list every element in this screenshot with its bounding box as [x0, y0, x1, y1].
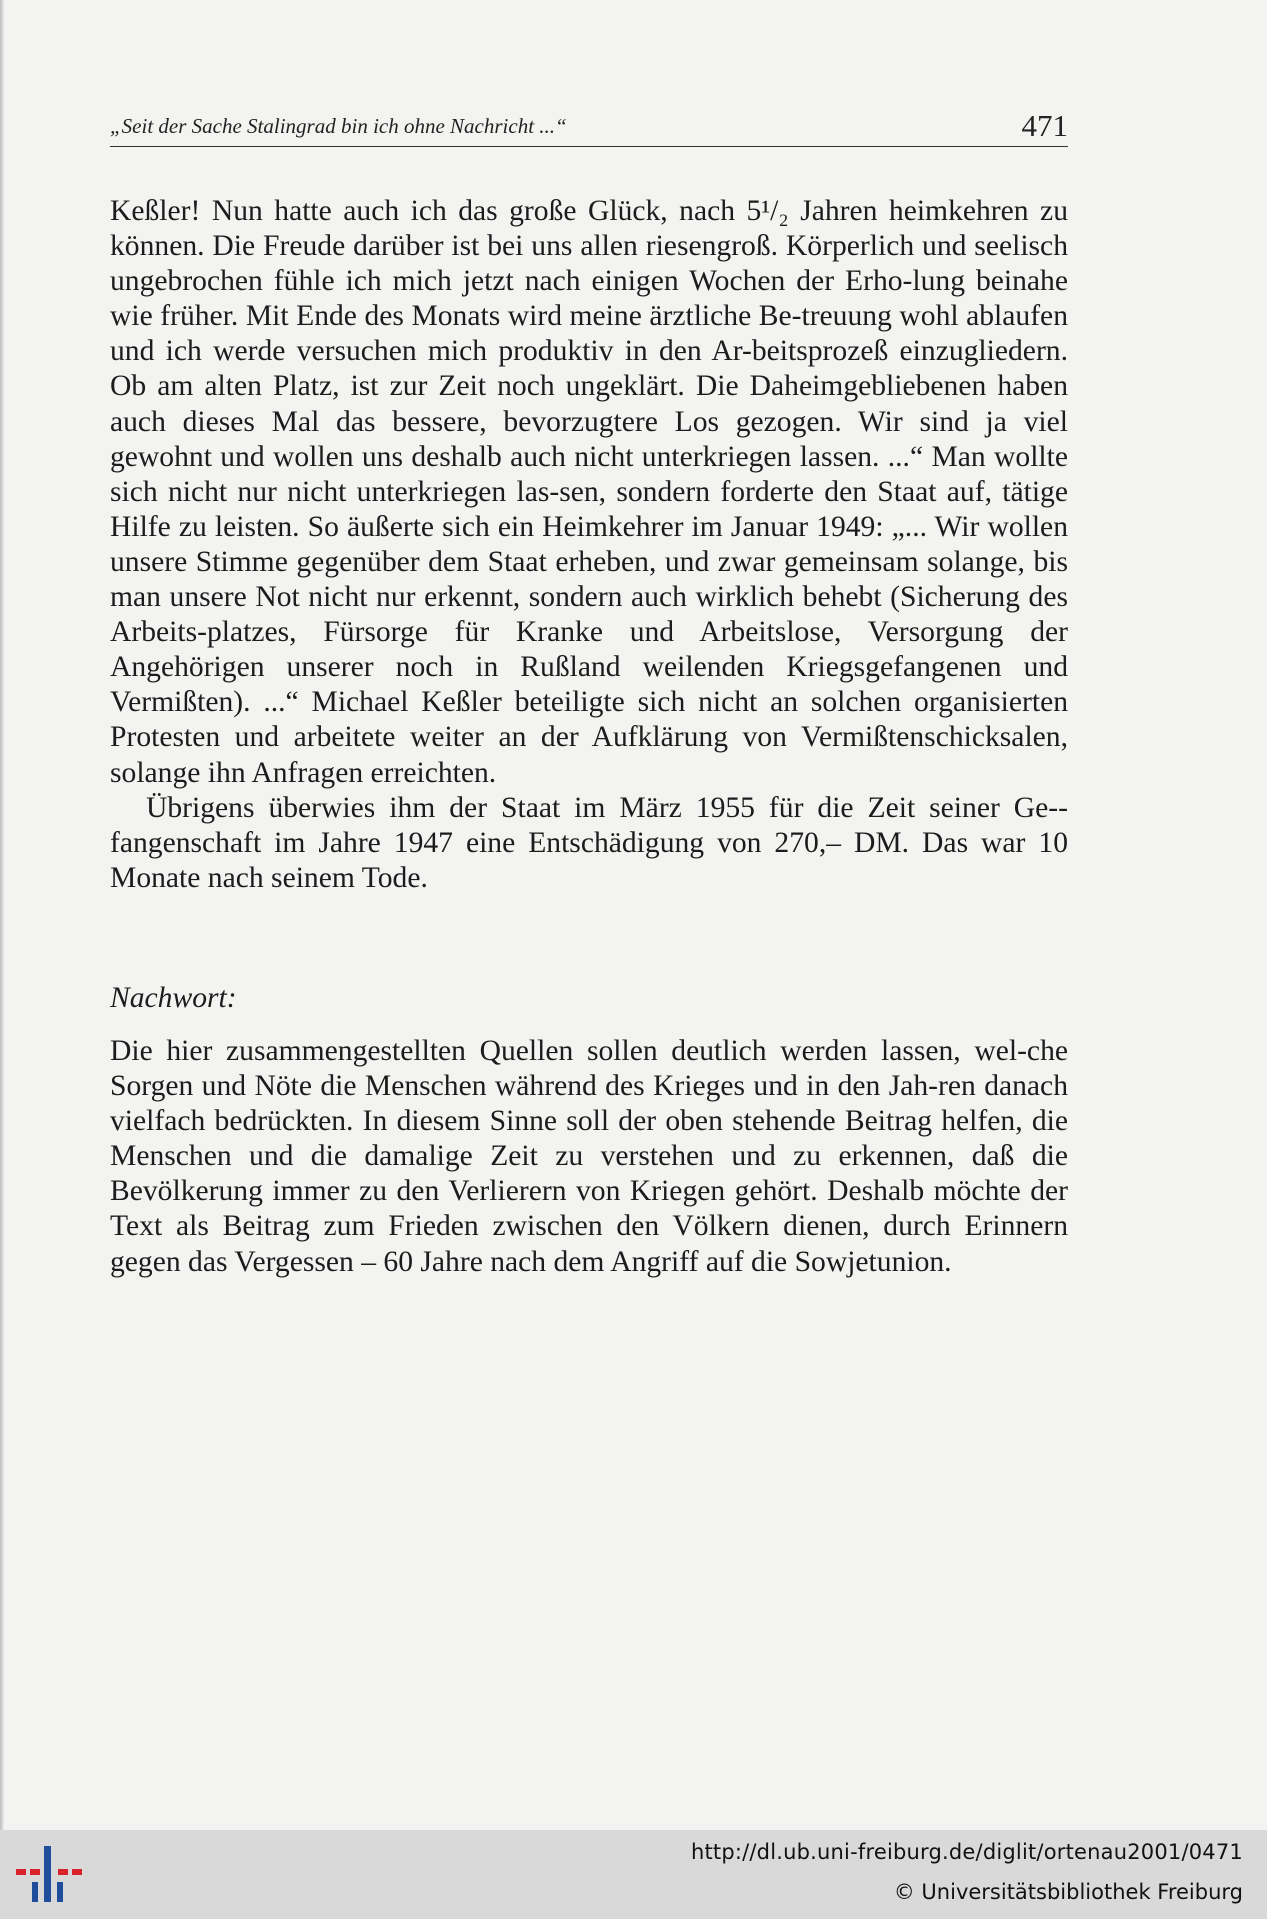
footer-bar — [0, 1830, 1267, 1919]
page-number: 471 — [1021, 108, 1068, 143]
page-edge — [0, 0, 4, 1830]
paragraph-3: Die hier zusammengestellten Quellen sollen deutlich werden lassen, wel-che Sorgen und Nöte die Menschen während des Krieges und in den Jah-ren danach vielfach bedrückten. In diesem Sinne soll der oben stehende Beitrag helfen, die Menschen und die damalige Zeit zu verstehen und zu erkennen, daß die Bevölkerung immer zu den Verlierern von Kriegen gehört. Deshalb möchte der Text als Beitrag zum Frieden zwischen den Völkern dienen, durch Erinnern gegen das Vergessen – 60 Jahre nach dem Angriff auf die Sowjetunion. — [110, 1035, 1068, 1278]
running-header — [110, 108, 1068, 147]
section-heading-nachwort: Nachwort: — [110, 982, 237, 1014]
paragraph-2: Übrigens überwies ihm der Staat im März 1955 für die Zeit seiner Ge-fangenschaft im Jahre 1947 eine Entschädigung von 270,– DM. Das war 10 Monate nach seinem Tode. — [110, 791, 1068, 894]
paragraph-1: Keßler! Nun hatte auch ich das große Glück, nach 5¹/₂ Jahren heimkehren zu können. Die Freude darüber ist bei uns allen riesengroß. Körperlich und seelisch ungebrochen fühle ich mich jetzt nach einigen Wochen der Erho-lung beinahe wie früher. Mit Ende des Monats wird meine ärztliche Be-treuung wohl ablaufen und ich werde versuchen mich produktiv in den Ar-beitsprozeß einzugliedern. Ob am alten Platz, ist zur Zeit noch ungeklärt. Die Daheimgebliebenen haben auch dieses Mal das bessere, bevorzugtere Los gezogen. Wir sind ja viel gewohnt und wollen uns deshalb auch nicht unterkriegen lassen. ...“ Man wollte sich nicht nur nicht unterkriegen las-sen, sondern forderte den Staat auf, tätige Hilfe zu leisten. So äußerte sich ein Heimkehrer im Januar 1949: „... Wir wollen unsere Stimme gegenüber dem Staat erheben, und zwar gemeinsam solange, bis man unsere Not nicht nur erkennt, sondern auch wirklich behebt (Sicherung des Arbeits-platzes, Fürsorge für Kranke und Arbeitslose, Versorgung der Angehörigen unserer noch in Rußland weilenden Kriegsgefangenen und Vermißten). ...“ Michael Keßler beteiligte sich nicht an solchen organisierten Protesten und arbeitete weiter an der Aufklärung von Vermißtenschicksalen, solange ihn Anfragen erreichten. — [110, 195, 1068, 789]
footer-url-link[interactable]: http://dl.ub.uni-freiburg.de/diglit/ortenau2001/0471 — [690, 1840, 1243, 1864]
main-text-block — [110, 194, 1068, 896]
running-title: „Seit der Sache Stalingrad bin ich ohne Nachricht ...“ — [110, 114, 567, 138]
footer-copyright: © Universitätsbibliothek Freiburg — [893, 1880, 1243, 1904]
ub-freiburg-logo-icon — [16, 1842, 82, 1906]
nachwort-text-block — [110, 1034, 1068, 1280]
